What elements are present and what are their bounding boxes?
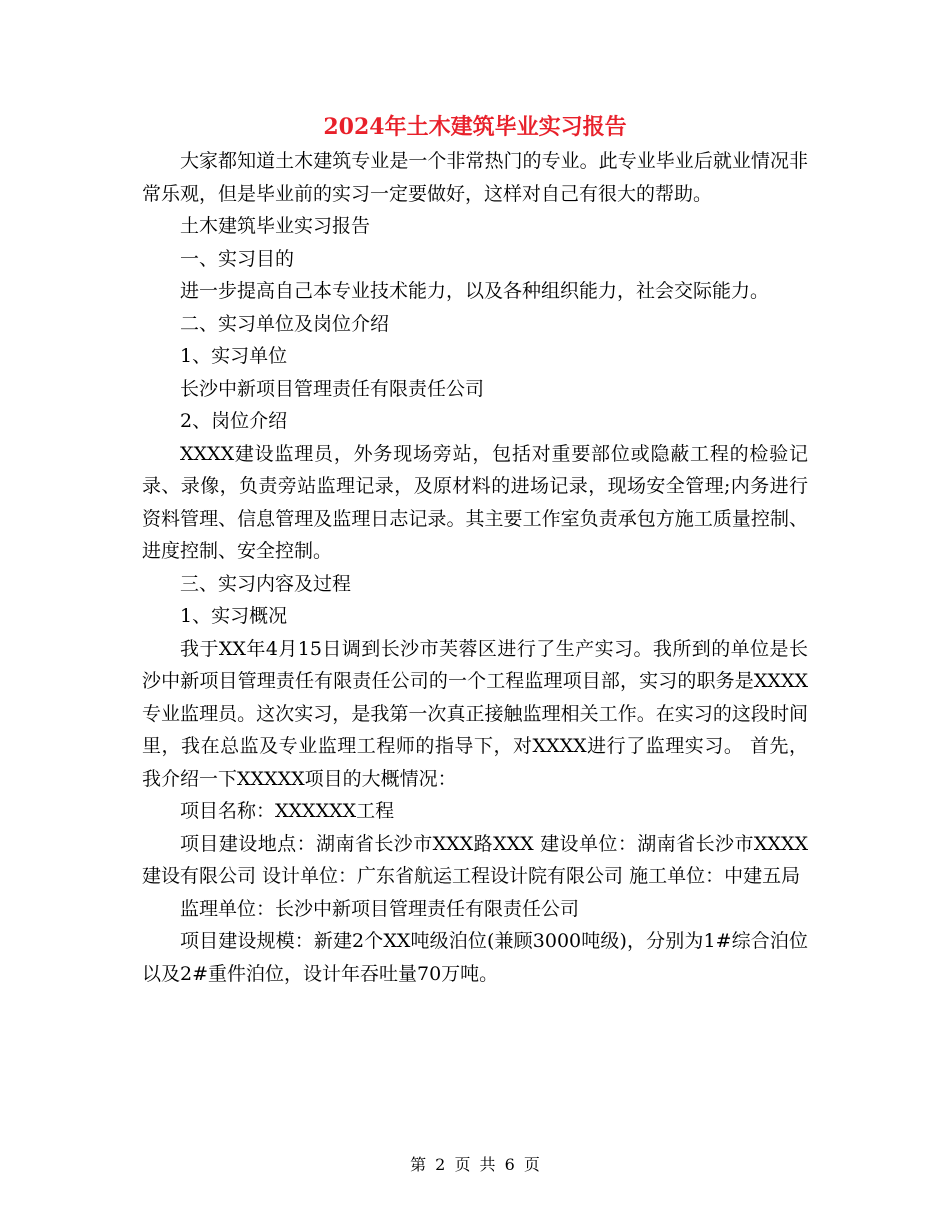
paragraph-project-scale: 项目建设规模：新建2个XX吨级泊位(兼顾3000吨级)，分别为1#综合泊位以及2#重件泊位，设计年吞吐量70万吨。 (142, 930, 808, 985)
paragraph-unit-name: 长沙中新项目管理责任有限责任公司 (180, 377, 485, 400)
paragraph-purpose: 进一步提高自己本专业技术能力，以及各种组织能力，社会交际能力。 (180, 280, 770, 302)
section-heading-content: 三、实习内容及过程 (180, 572, 352, 595)
paragraph-intro: 大家都知道土木建筑专业是一个非常热门的专业。此专业毕业后就业情况非常乐观，但是毕业前的实习一定要做好，这样对自己有很大的帮助。 (142, 150, 808, 205)
section-heading-unit: 二、实习单位及岗位介绍 (180, 312, 390, 335)
document-body (142, 145, 808, 990)
paragraph-project-name: 项目名称：XXXXXX工程 (180, 800, 395, 822)
subsection-heading-unit: 1、实习单位 (180, 345, 288, 367)
section-heading-purpose: 一、实习目的 (180, 247, 295, 270)
page-number-footer: 第 2 页 共 6 页 (410, 1155, 540, 1174)
paragraph-report-heading: 土木建筑毕业实习报告 (180, 215, 371, 237)
subsection-heading-overview: 1、实习概况 (180, 605, 288, 627)
paragraph-position: XXXX建设监理员，外务现场旁站，包括对重要部位或隐蔽工程的检验记录、录像，负责旁站监理记录，及原材料的进场记录，现场安全管理;内务进行资料管理、信息管理及监理日志记录。其主要工作室负责承包方施工质量控制、进度控制、安全控制。 (142, 442, 808, 562)
paragraph-project-location: 项目建设地点：湖南省长沙市XXX路XXX 建设单位：湖南省长沙市XXXX建设有限公司 设计单位：广东省航运工程设计院有限公司 施工单位：中建五局 (142, 832, 808, 887)
paragraph-overview: 我于XX年4月15日调到长沙市芙蓉区进行了生产实习。我所到的单位是长沙中新项目管理责任有限责任公司的一个工程监理项目部，实习的职务是XXXX专业监理员。这次实习，是我第一次真正接触监理相关工作。在实习的这段时间里，我在总监及专业监理工程师的指导下，对XXXX进行了监理实习。 首先，我介绍一下XXXXX项目的大概情况： (142, 637, 808, 790)
subsection-heading-position: 2、岗位介绍 (180, 410, 288, 432)
paragraph-supervisor-unit: 监理单位：长沙中新项目管理责任有限责任公司 (180, 897, 580, 920)
document-title: 2024年土木建筑毕业实习报告 (323, 114, 627, 140)
